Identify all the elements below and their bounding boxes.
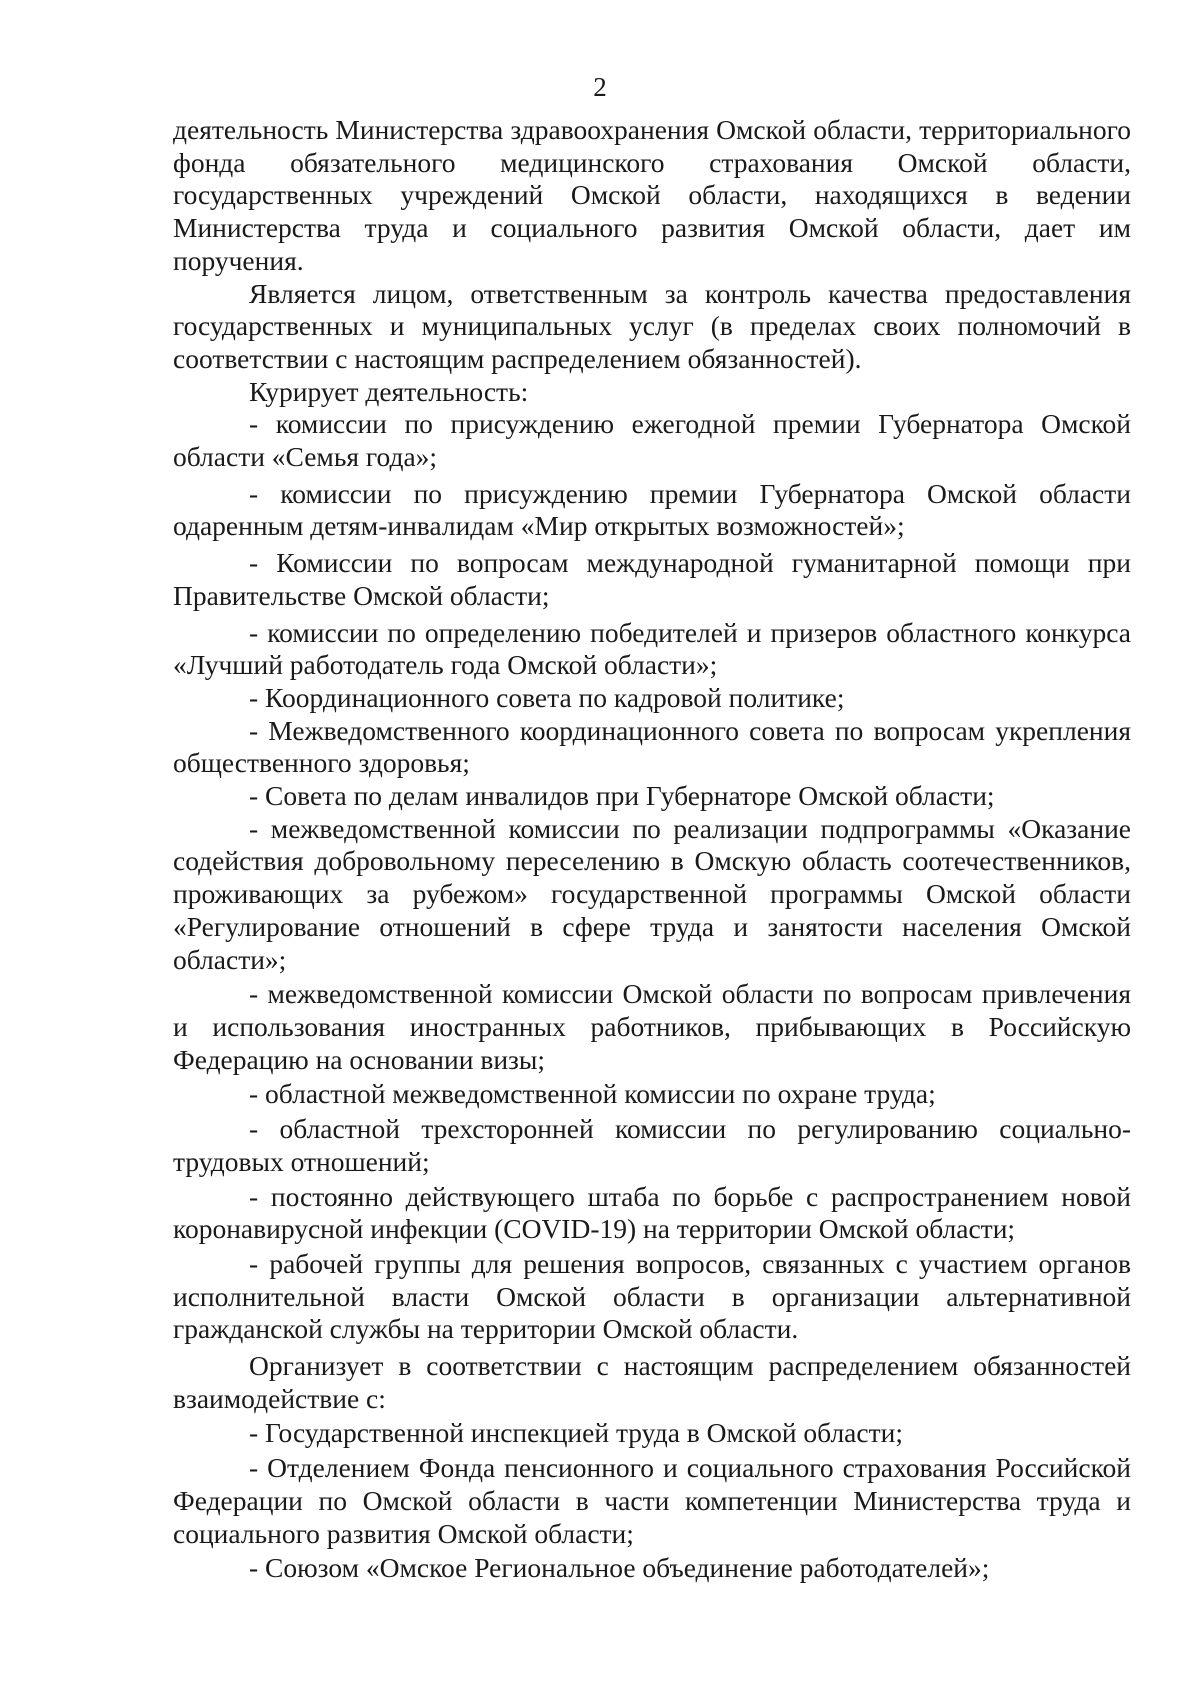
- supervised-item: - рабочей группы для решения вопросов, связанных с участием органов исполнительной власти Омской области в организации альтернативной гражданской службы на территории Омской области.: [173, 1247, 1131, 1345]
- organizes-heading: Организует в соответствии с настоящим распределением обязанностей взаимодействие с:: [173, 1350, 1131, 1414]
- supervised-item: - областной межведомственной комиссии по охране труда;: [249, 1078, 936, 1110]
- supervised-item: - Межведомственного координационного совета по вопросам укрепления общественного здоровья;: [173, 714, 1131, 779]
- interaction-item: - Союзом «Омское Региональное объединение работодателей»;: [249, 1552, 990, 1584]
- supervises-heading: Курирует деятельность:: [249, 375, 529, 407]
- supervised-item: - областной трехсторонней комиссии по регулированию социально-трудовых отношений;: [173, 1113, 1131, 1177]
- document-body: [173, 114, 1131, 1585]
- supervised-item: - комиссии по присуждению ежегодной премии Губернатора Омской области «Семья года»;: [173, 408, 1131, 473]
- supervised-item: - Комиссии по вопросам международной гуманитарной помощи при Правительстве Омской области;: [173, 547, 1131, 611]
- supervised-item: - межведомственной комиссии Омской области по вопросам привлечения и использования иностранных работников, прибывающих в Российскую Федерацию на основании визы;: [173, 978, 1131, 1075]
- page-number: 2: [593, 72, 607, 102]
- responsible-paragraph: Является лицом, ответственным за контроль качества предоставления государственных и муниципальных услуг (в пределах своих полномочий в соответствии с настоящим распределением обязанностей).: [173, 277, 1131, 374]
- supervised-item: - комиссии по определению победителей и призеров областного конкурса «Лучший работодатель года Омской области»;: [173, 616, 1131, 681]
- interaction-item: - Государственной инспекцией труда в Омской области;: [249, 1417, 903, 1449]
- interaction-item: - Отделением Фонда пенсионного и социального страхования Российской Федерации по Омской области в части компетенции Министерства труда и социального развития Омской области;: [173, 1452, 1131, 1549]
- supervised-item: - Координационного совета по кадровой политике;: [249, 681, 845, 713]
- supervised-item: - комиссии по присуждению премии Губернатора Омской области одаренным детям-инвалидам «Мир открытых возможностей»;: [173, 477, 1131, 542]
- supervised-item: - Совета по делам инвалидов при Губернаторе Омской области;: [249, 780, 995, 812]
- supervised-item: - межведомственной комиссии по реализации подпрограммы «Оказание содействия добровольному переселению в Омскую область соотечественников, проживающих за рубежом» государственной программы Омской области «Регулирование отношений в сфере труда и занятости населения Омской области»;: [173, 812, 1131, 975]
- intro-paragraph: деятельность Министерства здравоохранения Омской области, территориального фонда обязательного медицинского страхования Омской области, государственных учреждений Омской области, находящихся в ведении Министерства труда и социального развития Омской области, дает им поручения.: [173, 114, 1131, 276]
- supervised-item: - постоянно действующего штаба по борьбе с распространением новой коронавирусной инфекции (COVID-19) на территории Омской области;: [173, 1180, 1131, 1245]
